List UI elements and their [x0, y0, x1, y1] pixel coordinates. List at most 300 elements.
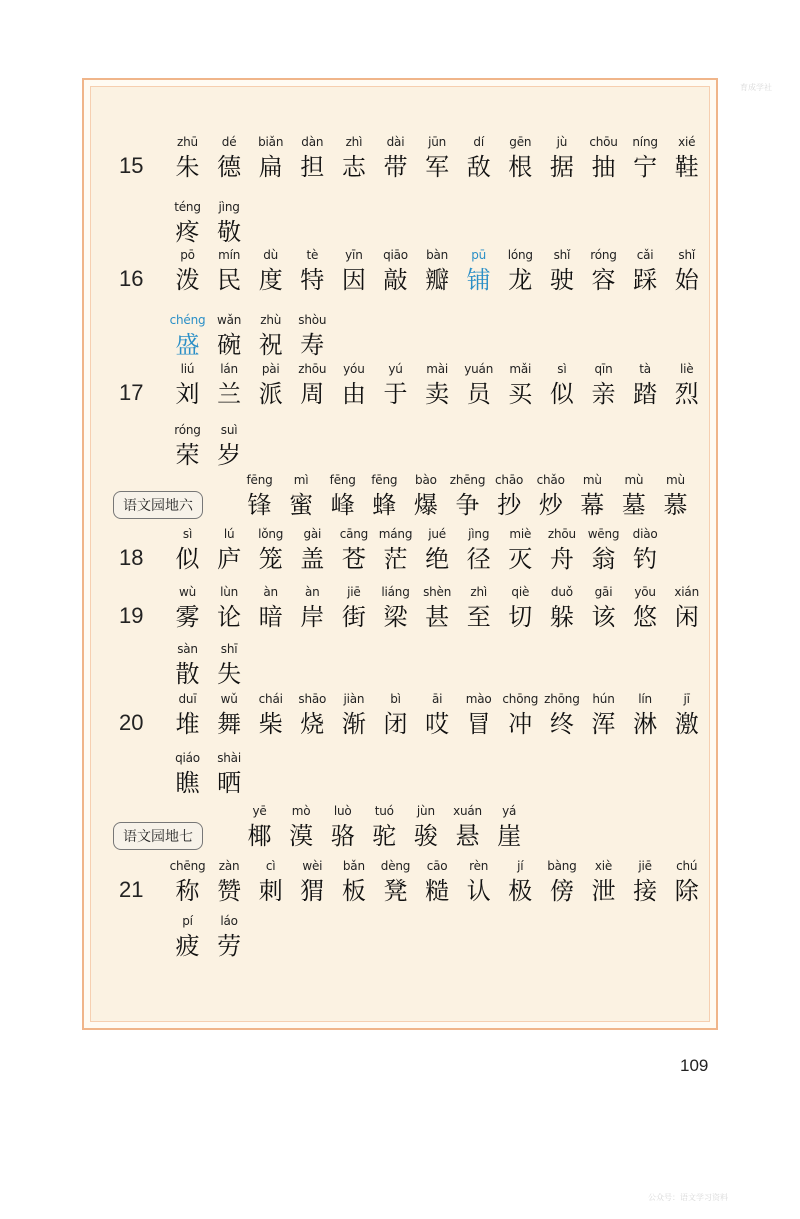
hanzi: 漠 — [289, 822, 314, 850]
hanzi: 冒 — [466, 710, 491, 738]
vocab-char — [209, 857, 250, 907]
hanzi: 祝 — [258, 331, 283, 359]
pinyin: wǔ — [220, 692, 238, 706]
pinyin: miè — [509, 527, 532, 541]
vocab-char — [209, 133, 250, 183]
pinyin: chōu — [589, 135, 618, 149]
vocab-char — [500, 525, 541, 575]
pinyin: zhì — [470, 585, 487, 599]
vocab-char — [417, 246, 458, 296]
hanzi: 铺 — [466, 266, 491, 294]
vocab-char — [250, 311, 291, 361]
vocab-char — [500, 857, 541, 907]
pinyin: yīn — [345, 248, 363, 262]
vocab-char — [292, 246, 333, 296]
pinyin: chēng — [169, 859, 206, 873]
vocab-char — [292, 690, 333, 740]
hanzi: 钓 — [633, 545, 658, 573]
hanzi: 该 — [591, 603, 616, 631]
vocab-char — [500, 246, 541, 296]
vocab-char — [613, 471, 654, 521]
vocab-char — [541, 525, 582, 575]
hanzi: 因 — [341, 266, 366, 294]
vocab-char — [541, 246, 582, 296]
vocab-char — [167, 421, 208, 471]
hanzi: 始 — [674, 266, 699, 294]
pinyin: shāo — [298, 692, 327, 706]
vocab-char — [489, 471, 530, 521]
vocab-char — [333, 246, 374, 296]
vocab-char — [583, 246, 624, 296]
hanzi: 蜂 — [372, 491, 397, 519]
hanzi: 街 — [341, 603, 366, 631]
vocab-char — [239, 471, 280, 521]
vocab-char — [375, 525, 416, 575]
vocab-char — [292, 133, 333, 183]
pinyin: cāng — [339, 527, 369, 541]
vocab-char — [209, 583, 250, 633]
pinyin: xiè — [594, 859, 613, 873]
pinyin: gēn — [509, 135, 532, 149]
vocab-row — [91, 525, 709, 581]
pinyin: wèi — [302, 859, 323, 873]
pinyin: láo — [220, 914, 238, 928]
pinyin: jìng — [218, 200, 240, 214]
vocab-char — [209, 640, 250, 690]
vocab-char — [417, 690, 458, 740]
hanzi: 舟 — [549, 545, 574, 573]
vocab-char — [405, 802, 446, 852]
pinyin: liè — [679, 362, 694, 376]
hanzi: 敌 — [466, 153, 491, 181]
pinyin: cǎi — [636, 248, 654, 262]
pinyin: zhēng — [449, 473, 486, 487]
hanzi: 烈 — [674, 380, 699, 408]
hanzi: 闲 — [674, 603, 699, 631]
pinyin: yē — [252, 804, 267, 818]
hanzi: 带 — [383, 153, 408, 181]
pinyin: yá — [502, 804, 517, 818]
hanzi: 德 — [217, 153, 242, 181]
pinyin: pí — [182, 914, 193, 928]
pinyin: pài — [261, 362, 280, 376]
hanzi: 派 — [258, 380, 283, 408]
pinyin: tà — [639, 362, 651, 376]
lesson-number: 17 — [119, 380, 144, 405]
pinyin: diào — [632, 527, 658, 541]
pinyin: mǎi — [509, 362, 532, 376]
pinyin: fēng — [329, 473, 356, 487]
pinyin: jí — [517, 859, 524, 873]
pinyin: jiē — [347, 585, 361, 599]
hanzi: 舞 — [217, 710, 242, 738]
pinyin: sì — [182, 527, 193, 541]
vocab-char — [489, 802, 530, 852]
pinyin: jìng — [468, 527, 490, 541]
pinyin: mào — [465, 692, 492, 706]
pinyin: shǐ — [553, 248, 571, 262]
pinyin: jùn — [416, 804, 435, 818]
pinyin: shòu — [298, 313, 327, 327]
pinyin: qiè — [511, 585, 530, 599]
vocab-char — [250, 690, 291, 740]
hanzi: 瓣 — [425, 266, 450, 294]
hanzi: 论 — [217, 603, 242, 631]
hanzi: 笼 — [258, 545, 283, 573]
vocab-char — [666, 857, 707, 907]
hanzi: 龙 — [508, 266, 533, 294]
pinyin: dài — [386, 135, 405, 149]
vocab-char — [583, 583, 624, 633]
vocab-char — [541, 690, 582, 740]
hanzi: 民 — [217, 266, 242, 294]
vocab-char — [625, 525, 666, 575]
vocab-char — [333, 133, 374, 183]
lesson-number: 18 — [119, 545, 144, 570]
hanzi: 于 — [383, 380, 408, 408]
hanzi: 终 — [549, 710, 574, 738]
vocab-char — [417, 857, 458, 907]
vocab-char — [375, 246, 416, 296]
hanzi: 疲 — [175, 932, 200, 960]
pinyin: bǎn — [342, 859, 365, 873]
hanzi: 驼 — [372, 822, 397, 850]
vocab-char — [666, 133, 707, 183]
hanzi: 争 — [455, 491, 480, 519]
hanzi: 敬 — [217, 218, 242, 246]
pinyin: shèn — [423, 585, 452, 599]
pinyin: téng — [174, 200, 201, 214]
pinyin: liú — [180, 362, 195, 376]
hanzi: 径 — [466, 545, 491, 573]
watermark-bottom: 公众号：语文学习资料 — [648, 1193, 728, 1202]
vocab-char — [666, 360, 707, 410]
hanzi: 梁 — [383, 603, 408, 631]
vocab-char — [209, 360, 250, 410]
pinyin: níng — [632, 135, 658, 149]
hanzi: 盖 — [300, 545, 325, 573]
vocab-char — [292, 360, 333, 410]
pinyin: gāi — [594, 585, 613, 599]
vocab-char — [322, 471, 363, 521]
pinyin: rèn — [469, 859, 489, 873]
hanzi: 接 — [633, 877, 658, 905]
lesson-number: 16 — [119, 266, 144, 291]
hanzi: 骏 — [413, 822, 438, 850]
vocab-char — [375, 857, 416, 907]
pinyin: fēng — [246, 473, 273, 487]
hanzi: 椰 — [247, 822, 272, 850]
hanzi: 周 — [300, 380, 325, 408]
vocab-char — [292, 857, 333, 907]
pinyin: chéng — [169, 313, 206, 327]
vocab-char — [583, 133, 624, 183]
hanzi: 至 — [466, 603, 491, 631]
vocab-char — [666, 246, 707, 296]
pinyin: wù — [178, 585, 197, 599]
pinyin: jūn — [428, 135, 447, 149]
vocab-char — [458, 857, 499, 907]
lesson-number: 21 — [119, 877, 144, 902]
vocab-char — [292, 525, 333, 575]
pinyin: lóng — [507, 248, 533, 262]
vocab-row — [91, 471, 709, 527]
hanzi: 由 — [341, 380, 366, 408]
pinyin: tè — [306, 248, 319, 262]
pinyin: mù — [666, 473, 685, 487]
vocab-char — [167, 690, 208, 740]
hanzi: 鞋 — [674, 153, 699, 181]
hanzi: 堆 — [175, 710, 200, 738]
pinyin: jù — [556, 135, 568, 149]
vocab-row — [91, 640, 709, 696]
pinyin: róng — [174, 423, 201, 437]
vocab-char — [541, 857, 582, 907]
hanzi: 翁 — [591, 545, 616, 573]
watermark-top: 育成学社 — [740, 83, 772, 92]
hanzi: 疼 — [175, 218, 200, 246]
vocab-char — [583, 525, 624, 575]
pinyin: bàng — [547, 859, 577, 873]
vocab-row — [91, 246, 709, 302]
pinyin: zhōng — [544, 692, 580, 706]
pinyin: mín — [218, 248, 241, 262]
hanzi: 员 — [466, 380, 491, 408]
hanzi: 踏 — [633, 380, 658, 408]
lesson-number: 20 — [119, 710, 144, 735]
vocab-char — [447, 471, 488, 521]
vocab-char — [209, 246, 250, 296]
vocab-char — [625, 133, 666, 183]
vocab-row — [91, 421, 709, 477]
pinyin: liáng — [381, 585, 410, 599]
vocab-char — [209, 749, 250, 799]
pinyin: jī — [683, 692, 690, 706]
lesson-number: 15 — [119, 153, 144, 178]
pinyin: chōng — [502, 692, 539, 706]
vocab-char — [292, 311, 333, 361]
vocab-char — [250, 857, 291, 907]
vocab-char — [417, 360, 458, 410]
pinyin: chāo — [495, 473, 524, 487]
pinyin: yōu — [634, 585, 656, 599]
vocab-char — [458, 360, 499, 410]
hanzi: 渐 — [341, 710, 366, 738]
vocab-char — [250, 525, 291, 575]
vocab-char — [250, 133, 291, 183]
pinyin: jiàn — [343, 692, 365, 706]
vocab-char — [375, 690, 416, 740]
pinyin: dé — [221, 135, 237, 149]
hanzi: 猬 — [300, 877, 325, 905]
vocab-char — [167, 198, 208, 248]
vocab-char — [364, 471, 405, 521]
hanzi: 蜜 — [289, 491, 314, 519]
hanzi: 买 — [508, 380, 533, 408]
pinyin: cì — [265, 859, 276, 873]
vocab-char — [209, 421, 250, 471]
pinyin: duī — [178, 692, 197, 706]
vocab-char — [239, 802, 280, 852]
vocab-char — [500, 690, 541, 740]
hanzi: 盛 — [175, 331, 200, 359]
vocab-row — [91, 749, 709, 805]
hanzi: 认 — [466, 877, 491, 905]
pinyin: cāo — [426, 859, 448, 873]
hanzi: 岁 — [217, 441, 242, 469]
pinyin: duǒ — [550, 585, 573, 599]
pinyin: dàn — [301, 135, 324, 149]
vocab-char — [333, 690, 374, 740]
section-tag: 语文园地六 — [113, 491, 203, 519]
vocab-char — [625, 583, 666, 633]
pinyin: xié — [678, 135, 696, 149]
vocab-row — [91, 690, 709, 746]
vocab-char — [500, 360, 541, 410]
hanzi: 雾 — [175, 603, 200, 631]
vocab-row — [91, 857, 709, 913]
hanzi: 哎 — [425, 710, 450, 738]
hanzi: 似 — [175, 545, 200, 573]
hanzi: 躲 — [549, 603, 574, 631]
hanzi: 朱 — [175, 153, 200, 181]
pinyin: mài — [426, 362, 448, 376]
pinyin: shī — [220, 642, 238, 656]
hanzi: 碗 — [217, 331, 242, 359]
vocab-char — [333, 525, 374, 575]
vocab-char — [625, 246, 666, 296]
vocab-char — [572, 471, 613, 521]
hanzi: 茫 — [383, 545, 408, 573]
hanzi: 闭 — [383, 710, 408, 738]
hanzi: 悬 — [455, 822, 480, 850]
pinyin: pō — [180, 248, 195, 262]
hanzi: 崖 — [497, 822, 522, 850]
vocab-char — [666, 690, 707, 740]
vocab-char — [583, 857, 624, 907]
vocab-char — [209, 525, 250, 575]
pinyin: xián — [674, 585, 699, 599]
hanzi: 除 — [674, 877, 699, 905]
hanzi: 柴 — [258, 710, 283, 738]
hanzi: 苍 — [341, 545, 366, 573]
hanzi: 劳 — [217, 932, 242, 960]
hanzi: 灭 — [508, 545, 533, 573]
hanzi: 志 — [341, 153, 366, 181]
vocab-char — [281, 471, 322, 521]
vocab-char — [167, 525, 208, 575]
pinyin: mù — [582, 473, 602, 487]
pinyin: bì — [390, 692, 401, 706]
vocab-char — [666, 583, 707, 633]
pinyin: lǒng — [258, 527, 284, 541]
hanzi: 刘 — [175, 380, 200, 408]
pinyin: róng — [590, 248, 617, 262]
vocab-char — [167, 912, 208, 962]
hanzi: 慕 — [663, 491, 688, 519]
vocab-char — [375, 360, 416, 410]
pinyin: mù — [624, 473, 644, 487]
hanzi: 容 — [591, 266, 616, 294]
hanzi: 炒 — [538, 491, 563, 519]
vocab-char — [209, 311, 250, 361]
vocab-char — [167, 133, 208, 183]
hanzi: 抽 — [591, 153, 616, 181]
vocab-char — [167, 640, 208, 690]
hanzi: 失 — [217, 660, 242, 688]
vocab-char — [333, 857, 374, 907]
hanzi: 暗 — [258, 603, 283, 631]
vocab-char — [209, 690, 250, 740]
hanzi: 寿 — [300, 331, 325, 359]
vocab-row — [91, 360, 709, 416]
hanzi: 担 — [300, 153, 325, 181]
vocab-char — [333, 360, 374, 410]
pinyin: luò — [333, 804, 352, 818]
pinyin: qīn — [594, 362, 613, 376]
vocab-char — [458, 246, 499, 296]
vocab-char — [583, 690, 624, 740]
vocab-row — [91, 802, 709, 858]
vocab-char — [250, 583, 291, 633]
vocab-char — [541, 583, 582, 633]
pinyin: jué — [428, 527, 446, 541]
vocab-char — [333, 583, 374, 633]
hanzi: 骆 — [330, 822, 355, 850]
vocab-char — [167, 360, 208, 410]
vocabulary-frame — [82, 78, 718, 1030]
hanzi: 散 — [175, 660, 200, 688]
pinyin: zhū — [177, 135, 198, 149]
vocab-char — [375, 133, 416, 183]
hanzi: 幕 — [580, 491, 605, 519]
hanzi: 荣 — [175, 441, 200, 469]
hanzi: 卖 — [425, 380, 450, 408]
vocab-char — [281, 802, 322, 852]
vocab-char — [458, 133, 499, 183]
vocab-char — [322, 802, 363, 852]
vocab-char — [458, 583, 499, 633]
vocab-char — [209, 912, 250, 962]
pinyin: àn — [263, 585, 278, 599]
hanzi: 亲 — [591, 380, 616, 408]
hanzi: 绝 — [425, 545, 450, 573]
pinyin: chái — [258, 692, 283, 706]
vocab-char — [364, 802, 405, 852]
pinyin: zhù — [260, 313, 282, 327]
page-number: 109 — [680, 1056, 709, 1075]
vocab-char — [530, 471, 571, 521]
hanzi: 似 — [549, 380, 574, 408]
pinyin: zhì — [345, 135, 363, 149]
vocab-char — [209, 198, 250, 248]
vocab-char — [417, 583, 458, 633]
hanzi: 据 — [549, 153, 574, 181]
vocab-char — [167, 857, 208, 907]
vocab-char — [417, 133, 458, 183]
vocab-char — [458, 690, 499, 740]
pinyin: fēng — [371, 473, 398, 487]
vocab-row — [91, 912, 709, 968]
hanzi: 爆 — [413, 491, 438, 519]
pinyin: dèng — [380, 859, 411, 873]
vocab-char — [625, 690, 666, 740]
vocab-char — [167, 583, 208, 633]
pinyin: mò — [291, 804, 311, 818]
hanzi: 驶 — [549, 266, 574, 294]
pinyin: hún — [592, 692, 615, 706]
hanzi: 扁 — [258, 153, 283, 181]
